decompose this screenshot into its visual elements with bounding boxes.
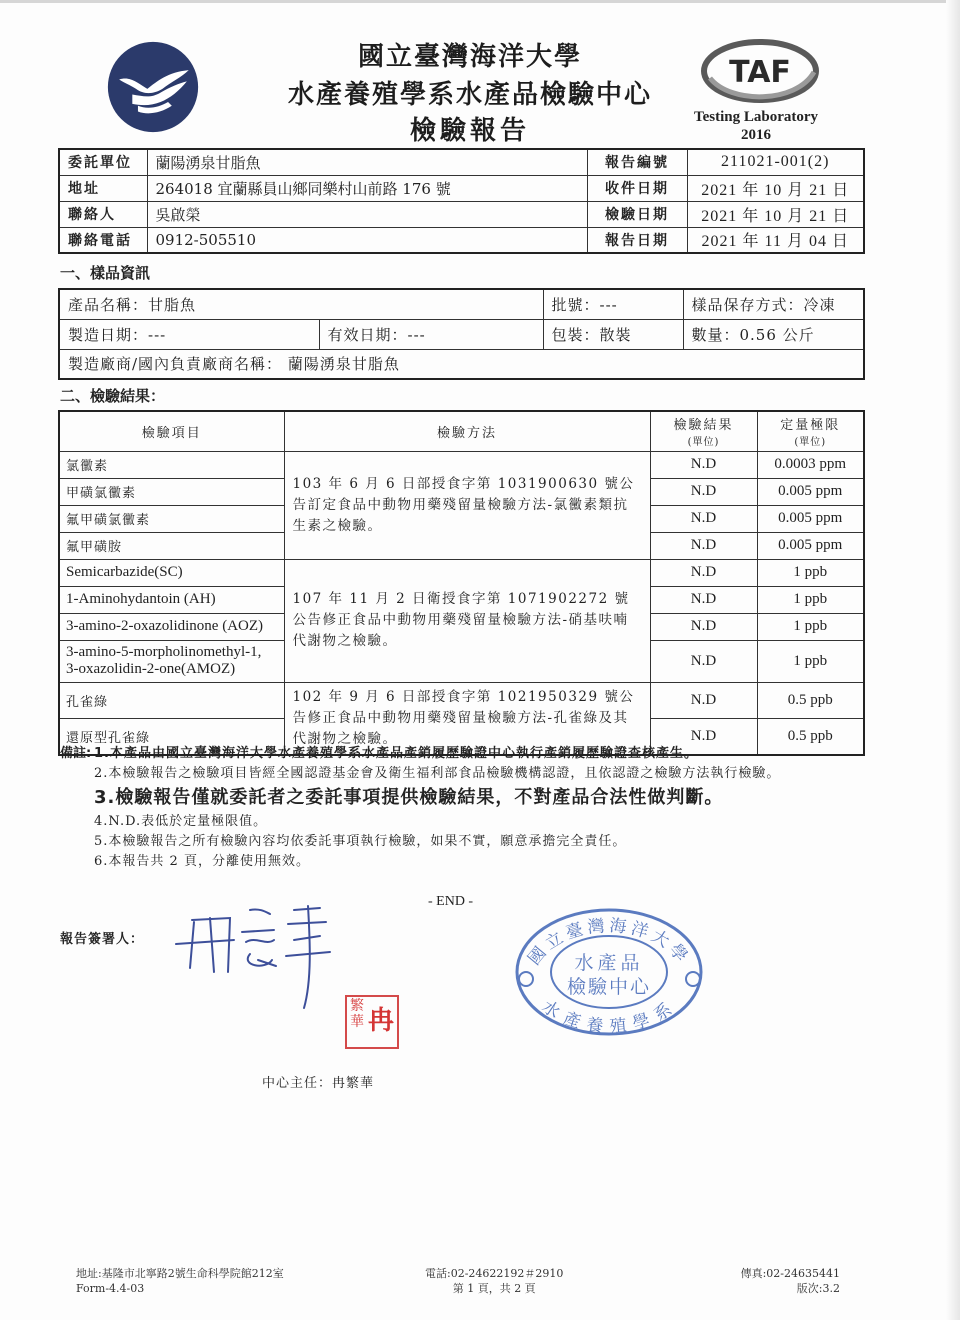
remark-row (60, 852, 880, 872)
table-row (59, 451, 864, 478)
test-result: N.D (650, 586, 757, 613)
manufacturer: 製造廠商/國內負責廠商名稱： 蘭陽湧泉甘脂魚 (59, 349, 864, 379)
client-row (59, 227, 864, 253)
client-value: 蘭陽湧泉甘脂魚 (147, 149, 587, 175)
client-label: 委託單位 (59, 149, 147, 175)
product-name: 產品名稱：甘脂魚 (59, 289, 543, 319)
batch-number: 批號：--- (543, 289, 683, 319)
remark-row (60, 812, 880, 832)
signature-icon (170, 900, 350, 1015)
test-item: 還原型孔雀綠 (59, 718, 284, 754)
detection-limit: 1 ppb (757, 559, 864, 586)
address-label: 地址 (59, 175, 147, 201)
personal-seal (345, 995, 399, 1049)
test-result: N.D (650, 613, 757, 640)
received-date-label: 收件日期 (587, 175, 687, 201)
expiry-date: 有效日期：--- (319, 319, 543, 349)
document-title: 檢驗報告 (409, 116, 530, 146)
detection-limit: 1 ppb (757, 640, 864, 682)
stamp-center-line1: 水產品 (574, 952, 644, 974)
manufacture-date: 製造日期：--- (59, 319, 319, 349)
test-result: N.D (650, 505, 757, 532)
test-result: N.D (650, 451, 757, 478)
department-name: 水產養殖學系水產品檢驗中心 (287, 80, 652, 110)
report-date-label: 報告日期 (587, 227, 687, 253)
remark-item-emphasis: 3.檢驗報告僅就委託者之委託事項提供檢驗結果，不對產品合法性做判斷。 (94, 787, 724, 808)
header-result-label: 檢驗結果 (673, 418, 734, 434)
remark-row (60, 764, 880, 784)
received-date-value: 2021 年 10 月 21 日 (687, 175, 864, 201)
header-result-unit: (單位) (687, 437, 720, 449)
detection-limit: 0.005 ppm (757, 532, 864, 559)
results-table (58, 410, 865, 756)
stamp-ring-top: 國立臺灣海洋大學 (524, 915, 694, 970)
test-result: N.D (650, 532, 757, 559)
results-heading: 二、檢驗結果： (60, 387, 166, 405)
header-item: 檢驗項目 (59, 411, 284, 451)
taf-logo-text: TAF (729, 55, 791, 90)
end-marker: - END - (428, 894, 474, 909)
test-item: 甲磺氯黴素 (59, 478, 284, 505)
detection-limit: 1 ppb (757, 613, 864, 640)
detection-limit: 0.005 ppm (757, 478, 864, 505)
stamp-ring-bottom: 水產養殖學系 (538, 996, 680, 1038)
remarks-prefix: 備註: (60, 746, 92, 761)
test-item-line2: 3-oxazolidin-2-one(AMOZ) (66, 661, 236, 677)
contact-value: 吳啟榮 (147, 201, 587, 227)
test-item-line1: 3-amino-5-morpholinomethyl-1, (66, 644, 262, 660)
footer-form-number: Form-4.4-03 (76, 1282, 145, 1295)
accreditation-caption (680, 108, 832, 144)
sample-row (59, 289, 864, 319)
remark-item: 4.N.D.表低於定量極限值。 (94, 814, 268, 829)
remark-row (60, 784, 880, 812)
contact-label: 聯絡人 (59, 201, 147, 227)
test-item: Semicarbazide(SC) (59, 559, 284, 586)
official-stamp-icon (512, 905, 707, 1040)
test-item: 孔雀綠 (59, 682, 284, 718)
test-item: 氟甲磺氯黴素 (59, 505, 284, 532)
test-item: 氯黴素 (59, 451, 284, 478)
test-result: N.D (650, 682, 757, 718)
footer-version: 版次:3.2 (796, 1282, 840, 1295)
sample-row (59, 349, 864, 379)
client-row (59, 201, 864, 227)
address-value: 264018 宜蘭縣員山鄉同樂村山前路 176 號 (147, 175, 587, 201)
header-method: 檢驗方法 (284, 411, 650, 451)
remark-item: 5.本檢驗報告之所有檢驗內容均依委託事項執行檢驗，如果不實，願意承擔完全責任。 (94, 834, 627, 849)
detection-limit: 1 ppb (757, 586, 864, 613)
test-result: N.D (650, 478, 757, 505)
footer-center (425, 1266, 563, 1296)
table-row (59, 682, 864, 718)
scan-edge-top (0, 0, 960, 3)
client-row (59, 149, 864, 175)
results-header-row (59, 411, 864, 451)
detection-limit: 0.5 ppb (757, 718, 864, 754)
remarks (60, 744, 880, 872)
table-row (59, 559, 864, 586)
accreditation-line1: Testing Laboratory (693, 109, 819, 125)
center-director: 中心主任：冉繁華 (262, 1076, 375, 1091)
report-date-value: 2021 年 11 月 04 日 (687, 227, 864, 253)
stamp-center-line2: 檢驗中心 (566, 976, 652, 998)
client-row (59, 175, 864, 201)
accreditation-year: 2016 (741, 127, 771, 143)
phone-value: 0912-505510 (147, 227, 587, 253)
header-limit (757, 411, 864, 451)
test-result: N.D (650, 559, 757, 586)
client-info-table (58, 148, 865, 254)
detection-limit: 0.5 ppb (757, 682, 864, 718)
sample-info-heading: 一、樣品資訊 (60, 264, 151, 282)
footer-fax: 傳真:02-24635441 (740, 1267, 840, 1280)
sample-info-table (58, 288, 865, 380)
detection-limit: 0.0003 ppm (757, 451, 864, 478)
test-method: 102 年 9 月 6 日部授食字第 1021950329 號公告修正食品中動物用藥殘留量檢驗方法-孔雀綠及其代謝物之檢驗。 (284, 682, 650, 755)
scan-edge-right (946, 0, 960, 1320)
university-wave-logo-icon (106, 40, 200, 134)
test-method: 103 年 6 月 6 日部授食字第 1031900630 號公告訂定食品中動物用藥殘留量檢驗方法-氯黴素類抗生素之檢驗。 (284, 451, 650, 559)
test-date-value: 2021 年 10 月 21 日 (687, 201, 864, 227)
test-method: 107 年 11 月 2 日衛授食字第 1071902272 號公告修正食品中動物用藥殘留量檢驗方法-硝基呋喃代謝物之檢驗。 (284, 559, 650, 682)
seal-surname: 冉 (367, 1006, 394, 1036)
svg-text:水產養殖學系 (538, 997, 680, 1038)
footer-phone: 電話:02-24622192＃2910 (425, 1267, 564, 1280)
test-item: 1-Aminohydantoin (AH) (59, 586, 284, 613)
remark-item: 6.本報告共 2 頁，分離使用無效。 (94, 854, 310, 869)
footer-address: 地址:基隆市北寧路2號生命科學院館212室 (76, 1267, 284, 1280)
remark-item: 1.本產品由國立臺灣海洋大學水產養殖學系水產品產銷履歷驗證中心執行產銷履歷驗證查核產生。 (94, 746, 698, 761)
remark-item: 2.本檢驗報告之檢驗項目皆經全國認證基金會及衛生福利部食品檢驗機構認證，且依認證之檢驗方法執行檢驗。 (94, 766, 781, 781)
footer-page-number: 第 1 頁，共 2 頁 (452, 1282, 536, 1295)
phone-label: 聯絡電話 (59, 227, 147, 253)
header-limit-label: 定量極限 (780, 418, 841, 434)
header-result (650, 411, 757, 451)
test-item: 3-amino-2-oxazolidinone (AOZ) (59, 613, 284, 640)
test-item (59, 640, 284, 682)
header-limit-unit: (單位) (794, 437, 827, 449)
remark-row (60, 744, 880, 764)
remark-row (60, 832, 880, 852)
taf-logo-icon (700, 38, 820, 104)
seal-given-name: 繁華 (350, 998, 364, 1030)
footer-left (76, 1266, 284, 1296)
test-date-label: 檢驗日期 (587, 201, 687, 227)
packaging: 包裝：散裝 (543, 319, 683, 349)
report-number-label: 報告編號 (587, 149, 687, 175)
quantity: 數量：0.56 公斤 (683, 319, 864, 349)
report-number-value: 211021-001(2) (687, 149, 864, 175)
detection-limit: 0.005 ppm (757, 505, 864, 532)
storage-method: 樣品保存方式：冷凍 (683, 289, 864, 319)
signer-label: 報告簽署人： (60, 932, 145, 947)
test-item: 氟甲磺胺 (59, 532, 284, 559)
test-result: N.D (650, 718, 757, 754)
university-name: 國立臺灣海洋大學 (357, 42, 582, 72)
footer-right (730, 1266, 840, 1296)
test-result: N.D (650, 640, 757, 682)
sample-row (59, 319, 864, 349)
